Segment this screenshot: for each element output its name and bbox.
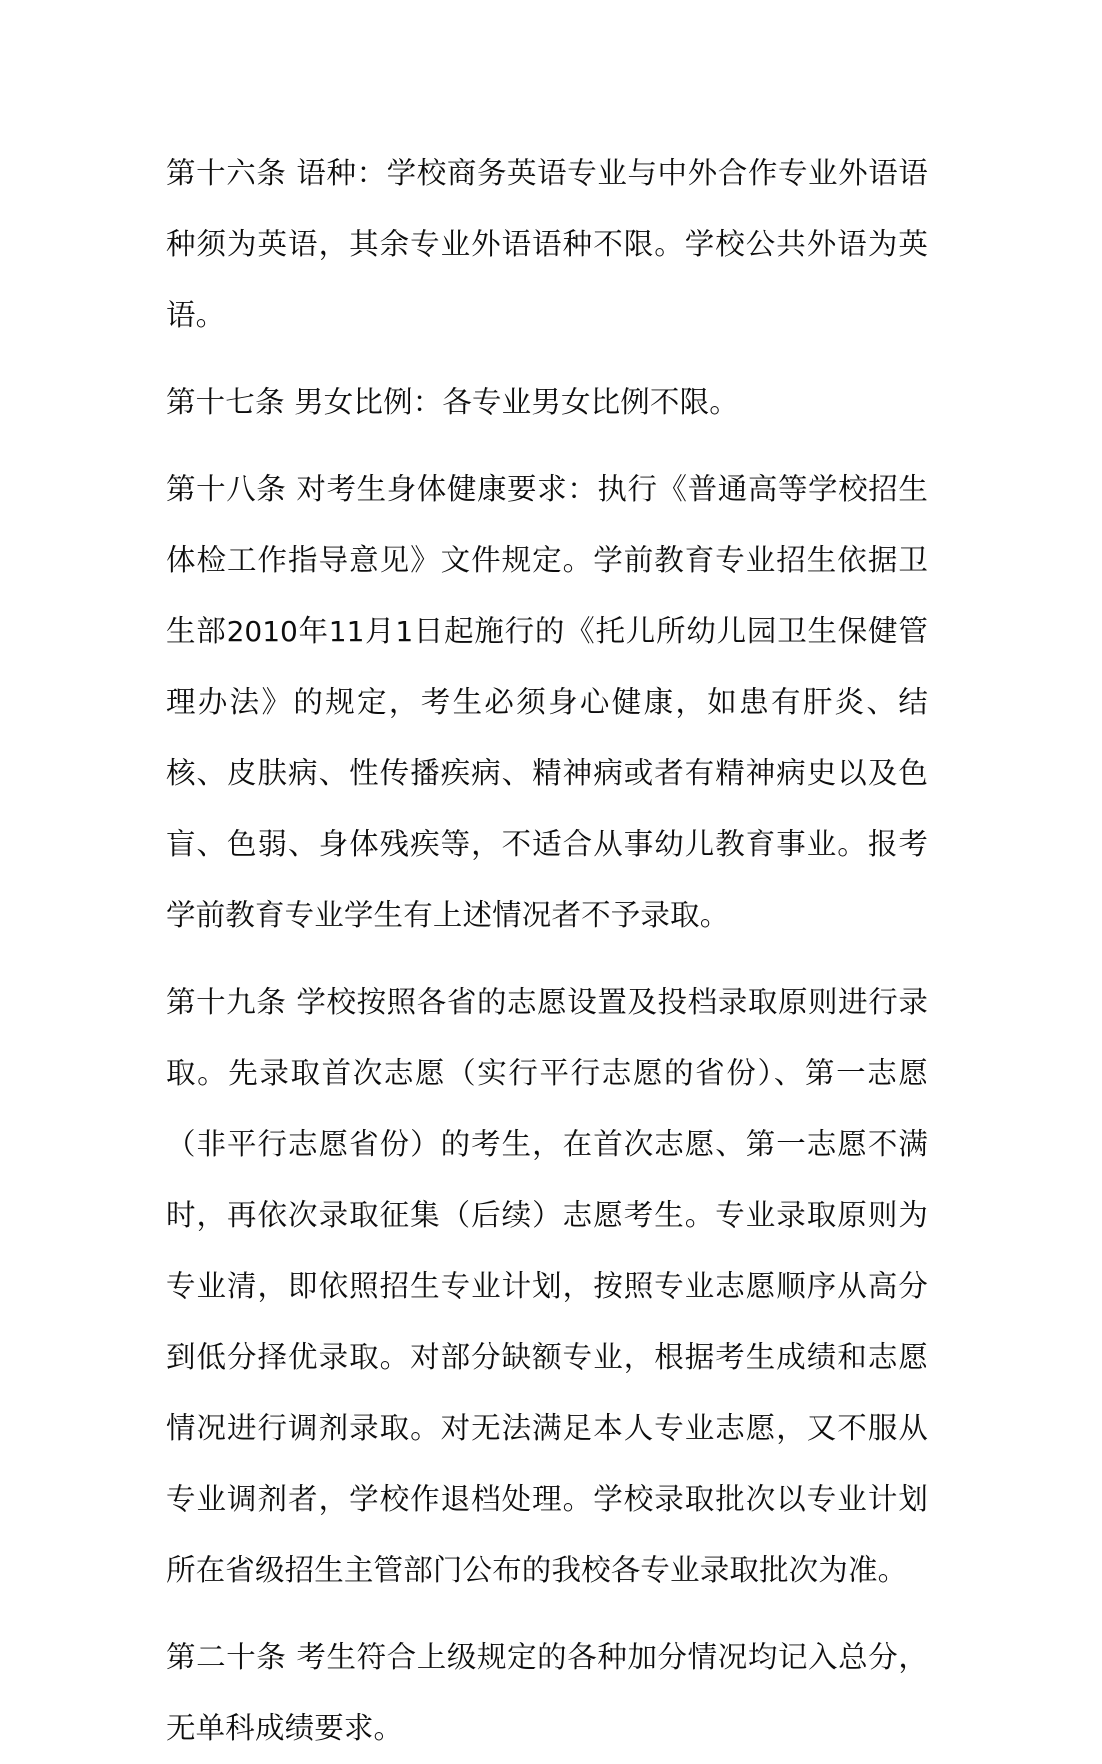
article-18-text-part-2: 日起施行的《托儿所幼儿园卫生保健管理办法》的规定，考生必须身心健康，如患有肝炎、结核、皮肤病、性传播疾病、精神病或者有精神病史以及色盲、色弱、身体残疾等，不适合从事幼儿教育事业。报考学前教育专业学生有上述情况者不予录取。 [166, 614, 928, 932]
article-18-year-value: 2010 [226, 615, 298, 648]
paragraph-article-20: 第二十条 考生符合上级规定的各种加分情况均记入总分，无单科成绩要求。 [166, 1640, 928, 1745]
article-18-month-value: 11 [328, 615, 365, 648]
article-18-year-unit: 年 [297, 614, 329, 648]
article-18-month-unit: 月 [364, 614, 396, 648]
article-18-text-part-1: 第十八条 对考生身体健康要求：执行《普通高等学校招生体检工作指导意见》文件规定。学前教育专业招生依据卫生部 [166, 472, 928, 648]
paragraph-article-18 [166, 454, 928, 951]
paragraph-article-17: 第十七条 男女比例：各专业男女比例不限。 [166, 385, 739, 419]
document-text-body [166, 138, 928, 1764]
article-18-day-value: 1 [395, 615, 414, 648]
paragraph-article-19: 第十九条 学校按照各省的志愿设置及投档录取原则进行录取。先录取首次志愿（实行平行志愿的省份）、第一志愿（非平行志愿省份）的考生，在首次志愿、第一志愿不满时，再依次录取征集（后续）志愿考生。专业录取原则为专业清，即依照招生专业计划，按照专业志愿顺序从高分到低分择优录取。对部分缺额专业，根据考生成绩和志愿情况进行调剂录取。对无法满足本人专业志愿，又不服从专业调剂者，学校作退档处理。学校录取批次以专业计划所在省级招生主管部门公布的我校各专业录取批次为准。 [166, 985, 928, 1587]
paragraph-article-16: 第十六条 语种：学校商务英语专业与中外合作专业外语语种须为英语，其余专业外语语种不限。学校公共外语为英语。 [166, 156, 928, 332]
